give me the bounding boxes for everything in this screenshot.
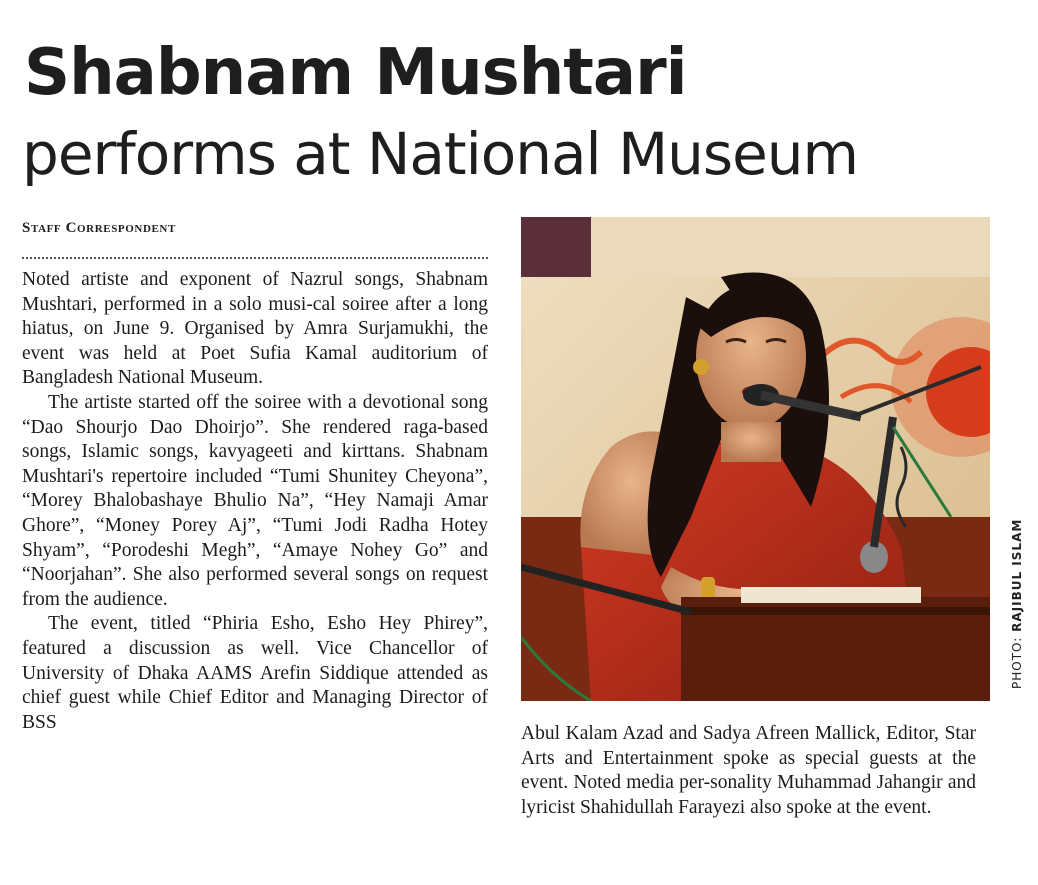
byline: Staff Correspondent xyxy=(22,220,176,236)
singer-illustration xyxy=(521,217,990,701)
article-body-left-column xyxy=(22,268,488,735)
headline: Shabnam Mushtari xyxy=(24,36,687,110)
performer-photo xyxy=(521,217,990,701)
paragraph-1: Noted artiste and exponent of Nazrul songs, Shabnam Mushtari, performed in a solo musi-cal soiree after a long hiatus, on June 9. Organised by Amra Surjamukhi, the event was held at Poet Sufia Kamal auditorium of Bangladesh National Museum. xyxy=(22,269,488,389)
dotted-divider xyxy=(22,257,488,259)
paragraph-3: The event, titled “Phiria Esho, Esho Hey Phirey”, featured a discussion as well. Vice Chancellor of University of Dhaka AAMS Arefin Siddique attended as chief guest while Chief Editor and Managing Director of BSS xyxy=(22,613,488,733)
subheadline: performs at National Museum xyxy=(22,120,859,188)
photo-credit xyxy=(1000,493,1030,708)
photo-credit-name: RAJIBUL ISLAM xyxy=(1010,518,1024,632)
article-body-right-column xyxy=(521,722,976,820)
photo-credit-label: PHOTO: xyxy=(1010,636,1024,689)
paragraph-4: Abul Kalam Azad and Sadya Afreen Mallick, Editor, Star Arts and Entertainment spoke as special guests at the event. Noted media per-sonality Muhammad Jahangir and lyricist Shahidullah Farayezi also spoke at the event. xyxy=(521,723,976,818)
paragraph-2: The artiste started off the soiree with a devotional song “Dao Shourjo Dao Dhoirjo”. She rendered raga-based songs, Islamic songs, kavyageeti and kirttans. Shabnam Mushtari's repertoire included “Tumi Shunitey Cheyona”, “Morey Bhalobashaye Bhulio Na”, “Hey Namaji Amar Ghore”, “Money Porey Aj”, “Tumi Jodi Radha Hotey Shyam”, “Porodeshi Megh”, “Amaye Nohey Go” and “Noorjahan”. She also performed several songs on request from the audience. xyxy=(22,391,488,610)
